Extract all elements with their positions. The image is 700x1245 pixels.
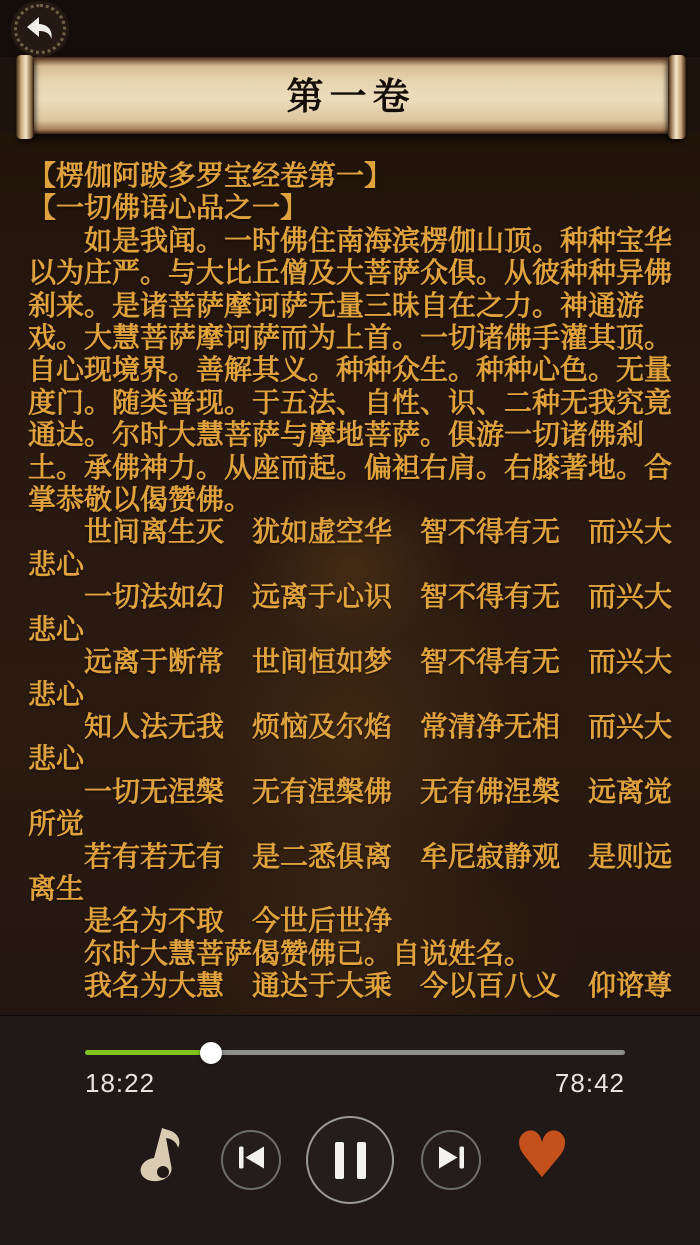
sutra-line: 是名为不取 今世后世净 [28, 905, 393, 937]
total-duration: 78:42 [554, 1068, 625, 1098]
sutra-line: 一切法如幻 远离于心识 智不得有无 而兴大 [28, 581, 673, 613]
sutra-line: 掌恭敬以偈赞佛。 [28, 484, 253, 516]
sutra-line: 戏。大慧菩萨摩诃萨而为上首。一切诸佛手灌其顶。 [28, 322, 673, 354]
sutra-line: 【一切佛语心品之一】 [28, 192, 309, 224]
audio-player [0, 1015, 700, 1245]
sutra-line: 如是我闻。一时佛住南海滨楞伽山顶。种种宝华 [28, 224, 673, 256]
progress-fill [85, 1050, 211, 1055]
chapter-banner [16, 57, 686, 134]
sutra-line: 度门。随类普现。于五法、自性、识、二种无我究竟 [28, 386, 673, 418]
sutra-line: 尔时大慧菩萨偈赞佛已。自说姓名。 [28, 937, 533, 969]
chapter-title: 第一卷 [286, 76, 416, 117]
top-strip [0, 0, 700, 57]
sutra-line: 若有若无有 是二悉俱离 牟尼寂静观 是则远 [28, 840, 673, 872]
progress-slider[interactable] [85, 1042, 625, 1064]
sutra-line: 世间离生灭 犹如虚空华 智不得有无 而兴大 [28, 516, 673, 548]
reading-area [0, 134, 700, 1015]
progress-thumb[interactable] [200, 1042, 222, 1064]
pause-button[interactable] [306, 1116, 394, 1204]
sutra-line: 悲心 [28, 613, 85, 645]
sutra-line: 悲心 [28, 743, 85, 775]
music-note-button[interactable] [130, 1126, 194, 1192]
sutra-line: 知人法无我 烦恼及尔焰 常清净无相 而兴大 [28, 710, 673, 742]
sutra-line: 刹来。是诸菩萨摩诃萨无量三昧自在之力。神通游 [28, 289, 645, 321]
previous-track-button[interactable] [221, 1130, 281, 1190]
sutra-line: 悲心 [28, 678, 85, 710]
skip-next-icon [439, 1146, 464, 1174]
sutra-line: 自心现境界。善解其义。种种众生。种种心色。无量 [28, 354, 673, 386]
sutra-line: 以为庄严。与大比丘僧及大菩萨众俱。从彼种种异佛 [28, 257, 673, 289]
sutra-line: 我名为大慧 通达于大乘 今以百八义 仰谘尊 [28, 970, 673, 1002]
sutra-line: 离生 [28, 872, 85, 904]
next-track-button[interactable] [421, 1130, 481, 1190]
skip-previous-icon [239, 1146, 264, 1174]
sutra-line: 通达。尔时大慧菩萨与摩地菩萨。俱游一切诸佛刹 [28, 419, 645, 451]
elapsed-time: 18:22 [85, 1068, 156, 1098]
sutra-line: 所觉 [28, 808, 85, 840]
favorite-button[interactable]: ♥ [513, 1119, 571, 1193]
sutra-line: 悲心 [28, 548, 85, 580]
sutra-line: 远离于断常 世间恒如梦 智不得有无 而兴大 [28, 646, 673, 678]
sutra-line: 土。承佛神力。从座而起。偏袒右肩。右膝著地。合 [28, 451, 673, 483]
music-note-icon [130, 1179, 194, 1196]
back-button[interactable] [11, 1, 69, 57]
sutra-line: 一切无涅槃 无有涅槃佛 无有佛涅槃 远离觉 [28, 775, 673, 807]
sutra-text [0, 134, 700, 1003]
sutra-line: 【楞伽阿跋多罗宝经卷第一】 [28, 160, 393, 191]
pause-icon [335, 1142, 366, 1179]
